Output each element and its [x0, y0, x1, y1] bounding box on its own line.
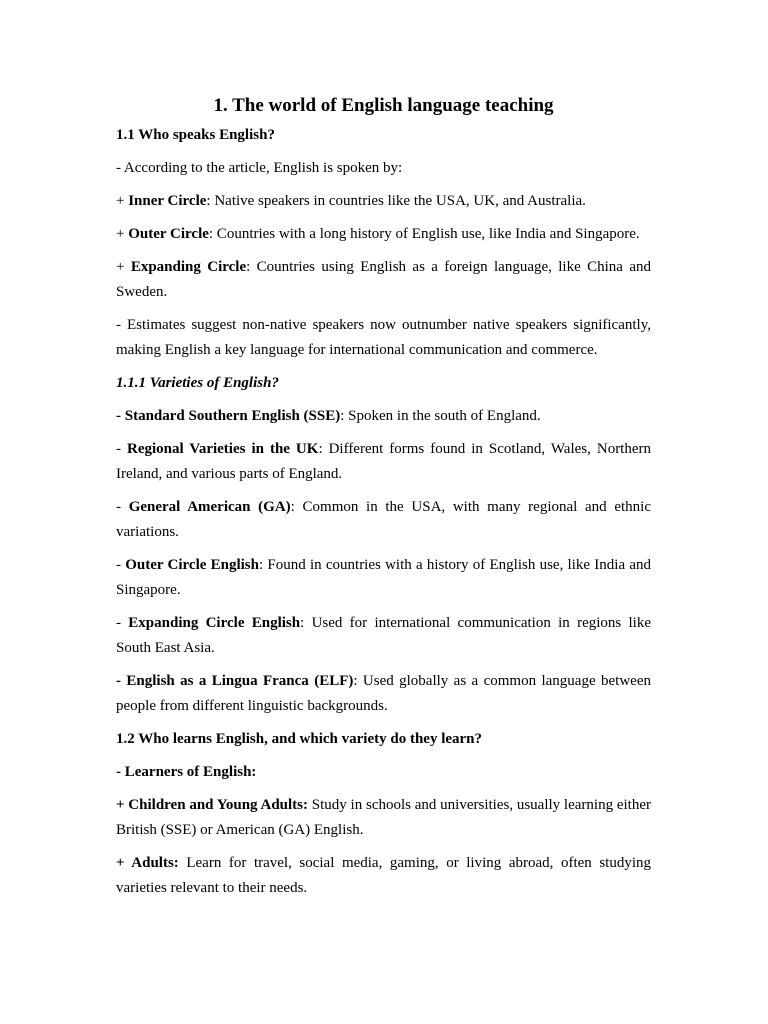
paragraph: - Outer Circle English: Found in countries with a history of English use, like India and Singapore. [116, 557, 651, 598]
paragraph: + Adults: Learn for travel, social media, gaming, or living abroad, often studying varieties relevant to their needs. [116, 855, 651, 896]
section-heading: 1.1 Who speaks English? [116, 127, 275, 143]
paragraph: - English as a Lingua Franca (ELF): Used globally as a common language between people from different linguistic backgrounds. [116, 673, 651, 714]
subsection-heading: 1.1.1 Varieties of English? [116, 375, 279, 391]
paragraph: + Outer Circle: Countries with a long history of English use, like India and Singapore. [116, 226, 640, 242]
paragraph: - Expanding Circle English: Used for international communication in regions like South East Asia. [116, 615, 652, 656]
document-title: 1. The world of English language teaching [213, 95, 554, 116]
document-body [116, 123, 651, 901]
paragraph: - General American (GA): Common in the USA, with many regional and ethnic variations. [116, 499, 651, 540]
term-label: Outer Circle English [125, 557, 259, 573]
term-label: - English as a Lingua Franca (ELF) [116, 673, 354, 689]
term-label: Expanding Circle [130, 259, 247, 275]
term-label: Inner Circle [128, 193, 207, 209]
section-heading: - Learners of English: [116, 764, 257, 780]
term-label: - Standard Southern English (SSE) [116, 408, 341, 424]
paragraph: + Inner Circle: Native speakers in countries like the USA, UK, and Australia. [116, 193, 586, 209]
paragraph: - Standard Southern English (SSE): Spoken in the south of England. [116, 408, 541, 424]
paragraph: - Regional Varieties in the UK: Different forms found in Scotland, Wales, Northern Ireland, and various parts of England. [116, 441, 652, 482]
paragraph: + Children and Young Adults: Study in schools and universities, usually learning either British (SSE) or American (GA) English. [116, 797, 651, 838]
term-label: Outer Circle [128, 226, 209, 242]
term-label: + Children and Young Adults: [116, 797, 309, 813]
paragraph: - Estimates suggest non-native speakers now outnumber native speakers significantly, making English a key language for international communication and commerce. [116, 317, 651, 358]
term-label: Regional Varieties in the UK [126, 441, 319, 457]
paragraph: + Expanding Circle: Countries using English as a foreign language, like China and Sweden. [116, 259, 651, 300]
paragraph: - According to the article, English is spoken by: [116, 160, 403, 176]
term-label: Expanding Circle English [128, 615, 301, 631]
term-label: General American (GA) [128, 499, 291, 515]
term-label: + Adults: [116, 855, 179, 871]
section-heading: 1.2 Who learns English, and which variety do they learn? [116, 731, 483, 747]
document-page [116, 94, 651, 909]
